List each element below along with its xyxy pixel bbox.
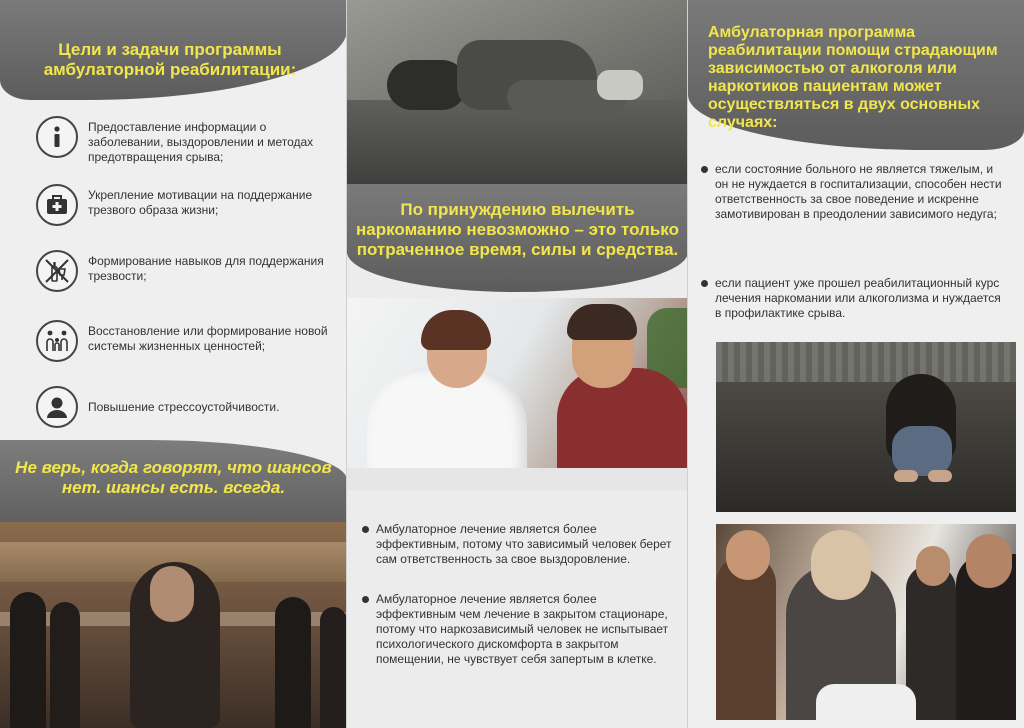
goal-text: Восстановление или формирование новой системы жизненных ценностей; [88,324,328,353]
photo-doctor-consultation [347,298,688,490]
photo-group-therapy [716,524,1016,720]
goal-item [36,116,336,164]
case-text: если пациент уже прошел реабилитационный курс лечения наркомании или алкоголизма и нуждается в профилактике срыва. [715,276,1001,320]
bullet-dot [362,596,369,603]
medkit-icon [36,184,78,226]
goal-text: Формирование навыков для поддержания трезвости; [88,254,324,283]
goal-item [36,320,336,364]
case-item [715,162,1005,222]
bullet-dot [701,280,708,287]
no-alcohol-icon [36,250,78,292]
benefit-text: Амбулаторное лечение является более эффективным чем лечение в закрытом стационаре, потому что наркозависимый человек не испытывает психологического дискомфорта в закрытом помещении, не чувствует себя запертым в клетке. [376,592,669,666]
left-panel [0,0,347,728]
goal-item [36,386,336,430]
right-panel [688,0,1024,728]
coercion-title: По принуждению вылечить наркоманию невозможно – это только потраченное время, силы и средства. [356,200,679,259]
photo-boy-on-floor [347,0,688,184]
bullet-dot [701,166,708,173]
info-icon [36,116,78,158]
photo-woman-by-river [0,522,347,728]
goal-text: Укрепление мотивации на поддержание трезвого образа жизни; [88,188,313,217]
benefit-text: Амбулаторное лечение является более эффективным, потому что зависимый человек берет сам ответственность за свое выздоровление. [376,522,672,566]
benefit-item [376,592,676,667]
slogan-text: Не верь, когда говорят, что шансов нет. шансы есть. всегда. [15,458,332,497]
goal-text: Повышение стрессоустойчивости. [88,400,280,414]
middle-panel [347,0,688,728]
person-icon [36,386,78,428]
goal-text: Предоставление информации о заболевании, выздоровлении и методах предотвращения срыва; [88,120,314,164]
family-icon [36,320,78,362]
goal-item [36,184,336,228]
goal-item [36,250,336,294]
photo-girl-sitting [716,342,1016,512]
benefit-item [376,522,676,567]
bullet-dot [362,526,369,533]
case-item [715,276,1005,321]
case-text: если состояние больного не является тяжелым, и он не нуждается в госпитализации, способен нести ответственность за свое поведение и искренне замотивирован в преодолении зависимого недуга; [715,162,1002,221]
program-cases-title: Амбулаторная программа реабилитации помощи страдающим зависимостью от алкоголя или наркотиков пациентам может осуществляться в двух основных случаях: [708,24,998,131]
goals-title: Цели и задачи программы амбулаторной реабилитации: [43,40,297,79]
